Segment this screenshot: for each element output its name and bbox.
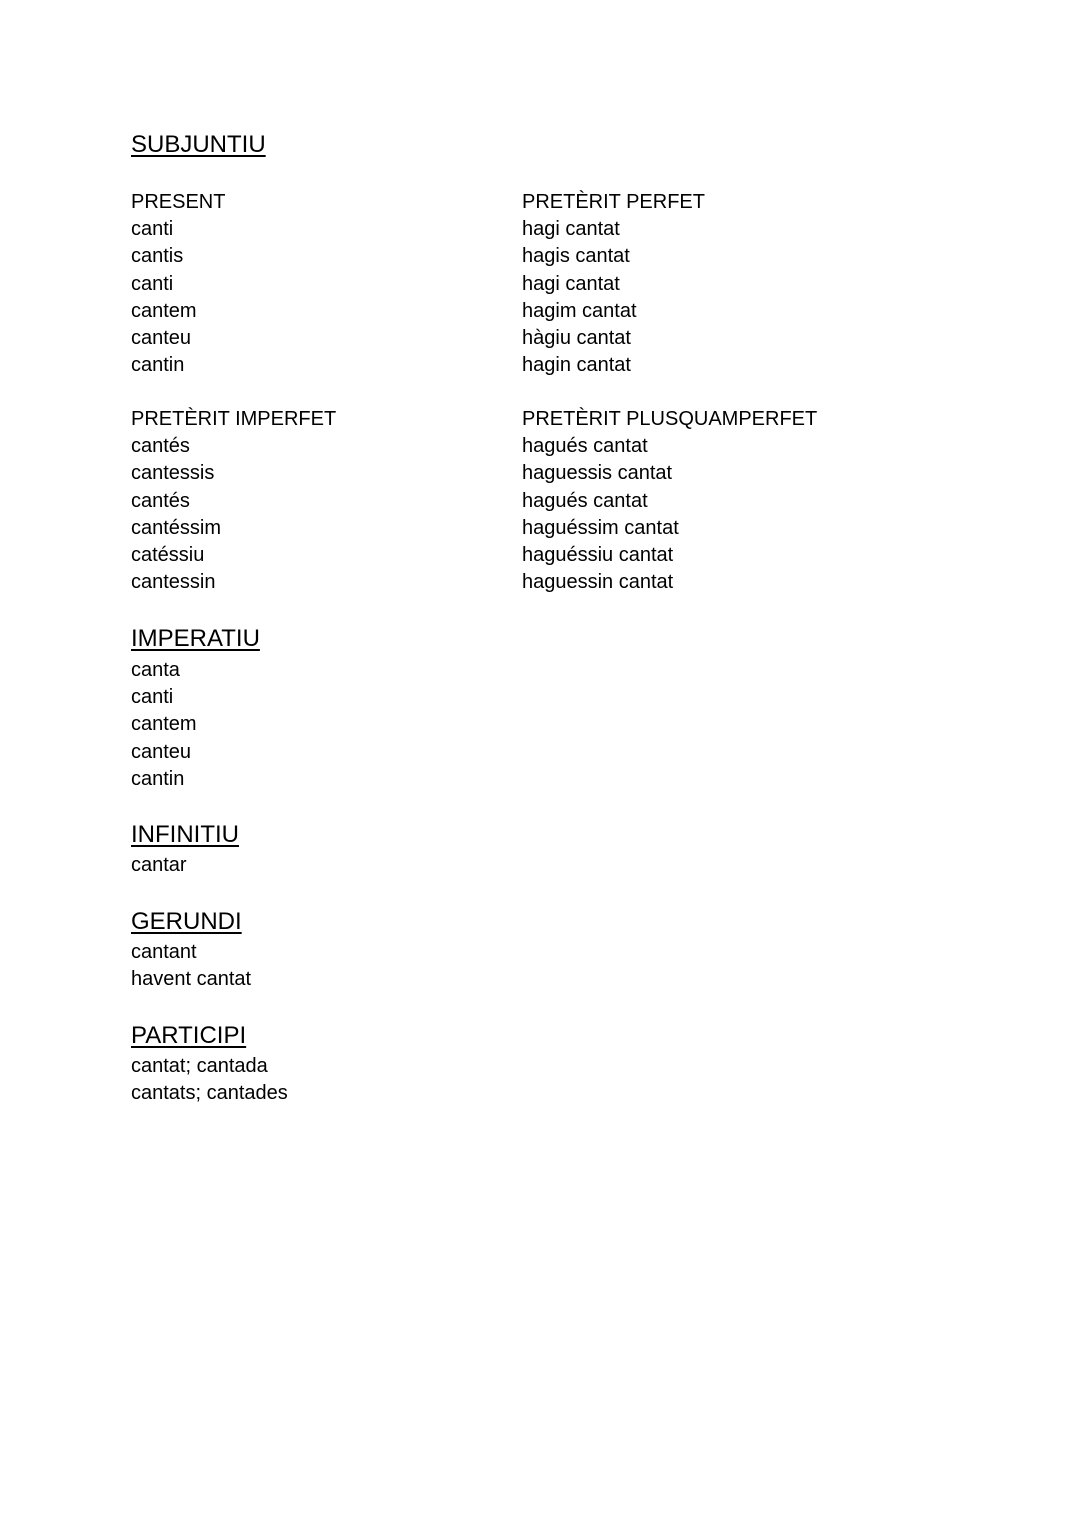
gerundi-block — [131, 939, 251, 993]
present-form: canti — [131, 272, 174, 295]
preterit-plusquamperfet-form: hagués cantat — [522, 435, 648, 458]
preterit-perfet-form: hagi cantat — [522, 272, 620, 295]
preterit-imperfet-form: catéssiu — [131, 544, 205, 567]
present-form: cantem — [131, 299, 197, 322]
participi-form: cantat; cantada — [131, 1055, 268, 1077]
preterit-imperfet-form: cantés — [131, 435, 190, 458]
preterit-imperfet-form: cantessis — [131, 462, 215, 485]
imperatiu-form: canti — [131, 686, 174, 709]
present-label: PRESENT — [131, 191, 226, 213]
imperatiu-form: cantem — [131, 713, 197, 736]
gerundi-heading: GERUNDI — [131, 908, 242, 935]
infinitiu-heading: INFINITIU — [131, 821, 239, 848]
gerundi-form: havent cantat — [131, 968, 252, 991]
preterit-plusquamperfet-form: haguéssim cantat — [522, 516, 679, 539]
participi-heading: PARTICIPI — [131, 1022, 247, 1049]
preterit-perfet-form: hagin cantat — [522, 354, 631, 377]
preterit-plusquamperfet-form: haguessin cantat — [522, 571, 674, 594]
preterit-plusquamperfet-form: haguessis cantat — [522, 462, 673, 485]
imperatiu-form: canteu — [131, 740, 192, 763]
preterit-perfet-form: hagi cantat — [522, 218, 620, 241]
preterit-perfet-block — [522, 189, 705, 379]
infinitiu-form: cantar — [131, 854, 187, 876]
present-form: cantin — [131, 354, 185, 377]
preterit-plusquamperfet-label: PRETÈRIT PLUSQUAMPERFET — [522, 408, 818, 430]
preterit-plusquamperfet-block — [522, 406, 817, 596]
participi-form: cantats; cantades — [131, 1082, 288, 1105]
gerundi-form: cantant — [131, 941, 197, 963]
preterit-plusquamperfet-form: haguéssiu cantat — [522, 544, 674, 567]
imperatiu-form: cantin — [131, 767, 185, 790]
preterit-plusquamperfet-form: hagués cantat — [522, 489, 648, 512]
preterit-imperfet-form: cantessin — [131, 571, 216, 594]
imperatiu-block — [131, 657, 197, 793]
present-form: canteu — [131, 327, 192, 350]
present-block — [131, 189, 225, 379]
participi-block — [131, 1053, 288, 1107]
infinitiu-block — [131, 852, 187, 879]
present-form: canti — [131, 218, 174, 241]
preterit-perfet-form: hagis cantat — [522, 245, 630, 268]
preterit-perfet-label: PRETÈRIT PERFET — [522, 191, 705, 213]
preterit-perfet-form: hàgiu cantat — [522, 327, 631, 350]
present-form: cantis — [131, 245, 184, 268]
imperatiu-heading: IMPERATIU — [131, 625, 260, 652]
preterit-imperfet-label: PRETÈRIT IMPERFET — [131, 408, 337, 430]
subjuntiu-heading: SUBJUNTIU — [131, 131, 266, 158]
preterit-imperfet-block — [131, 406, 336, 596]
preterit-perfet-form: hagim cantat — [522, 299, 637, 322]
imperatiu-form: canta — [131, 659, 180, 681]
preterit-imperfet-form: cantéssim — [131, 516, 222, 539]
preterit-imperfet-form: cantés — [131, 489, 190, 512]
